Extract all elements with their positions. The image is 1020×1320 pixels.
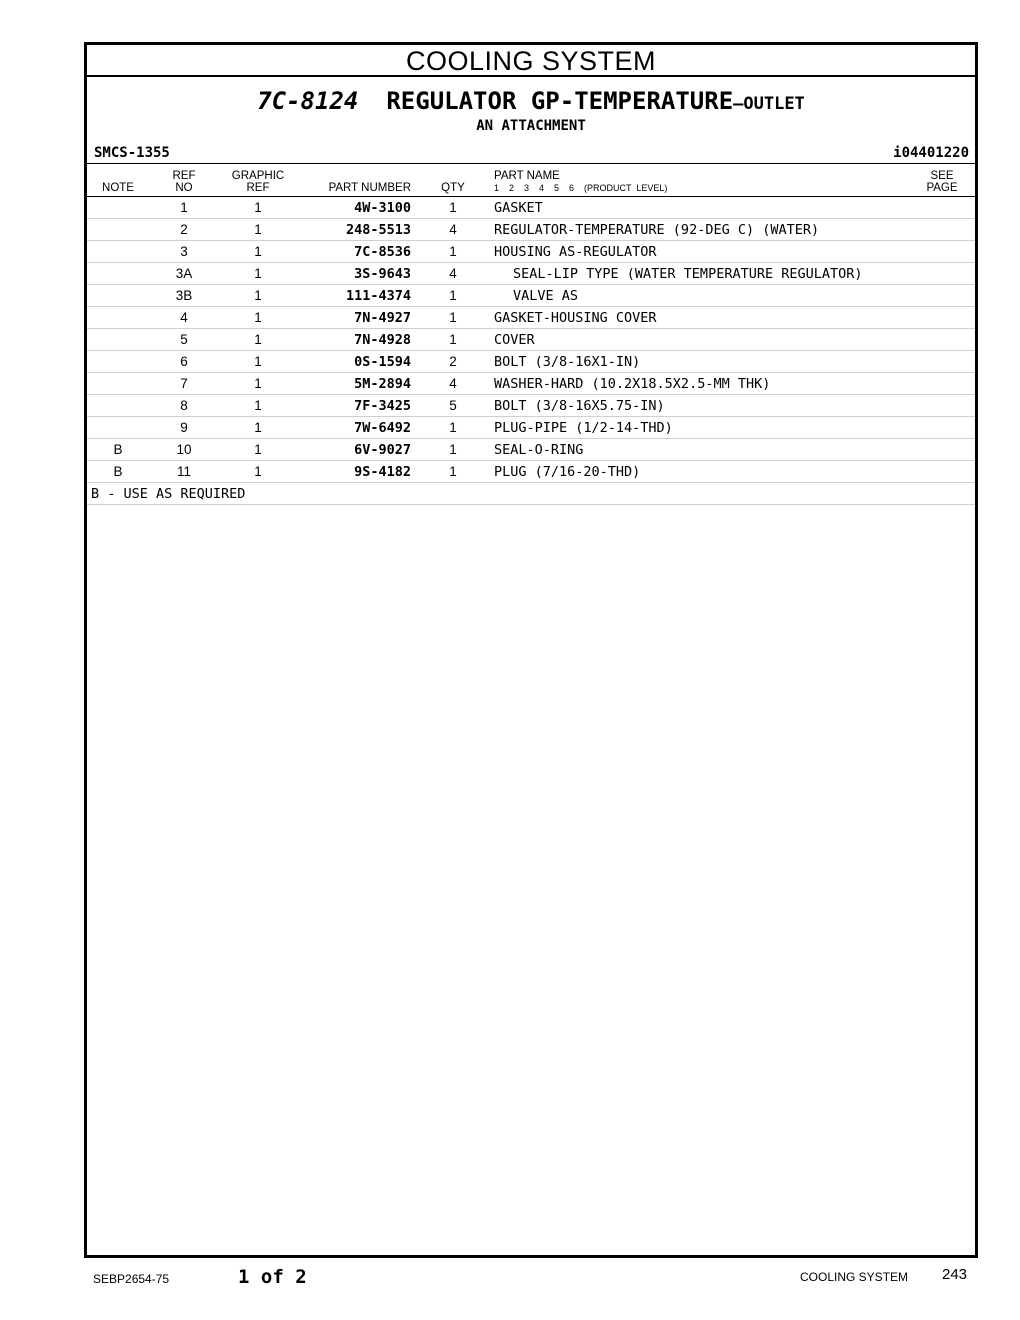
- ref-no-cell: 3: [180, 244, 188, 259]
- ref-no-cell: 4: [180, 310, 188, 325]
- part-number-cell[interactable]: 4W-3100: [354, 200, 411, 216]
- graphic-ref-cell: 1: [254, 332, 262, 347]
- col-see-2: PAGE: [926, 182, 958, 194]
- footer-page-of: 1 of 2: [238, 1266, 307, 1288]
- qty-cell: 4: [449, 376, 457, 391]
- graphic-ref-cell: 1: [254, 310, 262, 325]
- part-number-cell[interactable]: 0S-1594: [354, 354, 411, 370]
- qty-cell: 1: [449, 332, 457, 347]
- graphic-ref-cell: 1: [254, 200, 262, 215]
- part-name-cell: PLUG-PIPE (1/2-14-THD): [494, 420, 673, 436]
- graphic-ref-cell: 1: [254, 376, 262, 391]
- group-name-suffix: –OUTLET: [733, 94, 805, 114]
- table-row[interactable]: [87, 219, 975, 241]
- footer-section: COOLING SYSTEM: [800, 1270, 909, 1284]
- qty-cell: 1: [449, 200, 457, 215]
- table-row[interactable]: [87, 241, 975, 263]
- part-name-cell: PLUG (7/16-20-THD): [494, 464, 641, 480]
- ref-no-cell: 7: [180, 376, 188, 391]
- qty-cell: 2: [449, 354, 457, 369]
- ref-no-cell: 9: [180, 420, 188, 435]
- graphic-ref-cell: 1: [254, 266, 262, 281]
- table-row[interactable]: [87, 351, 975, 373]
- table-row[interactable]: [87, 285, 975, 307]
- ref-no-cell: 1: [180, 200, 188, 215]
- table-row[interactable]: [87, 461, 975, 483]
- graphic-ref-cell: 1: [254, 464, 262, 479]
- part-number-cell[interactable]: 7F-3425: [354, 398, 411, 414]
- col-ref-1: REF: [172, 170, 196, 182]
- qty-cell: 1: [449, 464, 457, 479]
- footer-doc-number: SEBP2654-75: [93, 1272, 170, 1286]
- col-product-levels: 1 2 3 4 5 6 (PRODUCT LEVEL): [494, 183, 668, 193]
- ref-no-cell: 3A: [175, 266, 193, 281]
- col-part-number: PART NUMBER: [328, 182, 411, 194]
- table-row[interactable]: [87, 197, 975, 219]
- ref-no-cell: 8: [180, 398, 188, 413]
- part-name-cell: HOUSING AS-REGULATOR: [494, 244, 657, 260]
- page-footer: [0, 1262, 1020, 1292]
- ref-no-cell: 5: [180, 332, 188, 347]
- ref-no-cell: 10: [176, 442, 192, 457]
- footer-page-number: 243: [942, 1266, 968, 1283]
- graphic-ref-cell: 1: [254, 244, 262, 259]
- note-row: [87, 483, 975, 505]
- qty-cell: 4: [449, 222, 457, 237]
- part-number-cell[interactable]: 7N-4928: [354, 332, 411, 348]
- part-number-cell[interactable]: 248-5513: [345, 222, 411, 238]
- graphic-ref-cell: 1: [254, 442, 262, 457]
- col-note: NOTE: [102, 182, 134, 194]
- graphic-ref-cell: 1: [254, 420, 262, 435]
- parts-list: [87, 197, 975, 483]
- part-number-cell[interactable]: 7C-8536: [354, 244, 411, 260]
- group-title: [87, 87, 975, 118]
- ref-no-cell: 3B: [175, 288, 193, 303]
- col-ref-2: NO: [175, 182, 193, 194]
- ref-no-cell: 2: [180, 222, 188, 237]
- group-subtitle: AN ATTACHMENT: [476, 118, 586, 134]
- table-row[interactable]: [87, 373, 975, 395]
- column-header: [87, 164, 975, 197]
- note-text: B - USE AS REQUIRED: [91, 486, 246, 502]
- group-name: REGULATOR GP-TEMPERATURE: [386, 87, 734, 115]
- illustration-id: i04401220: [893, 145, 969, 161]
- qty-cell: 1: [449, 288, 457, 303]
- note-cell: B: [113, 442, 123, 457]
- part-name-cell: SEAL-O-RING: [494, 442, 584, 458]
- part-name-cell: SEAL-LIP TYPE (WATER TEMPERATURE REGULATOR): [513, 266, 863, 282]
- table-row[interactable]: [87, 263, 975, 285]
- table-row[interactable]: [87, 439, 975, 461]
- graphic-ref-cell: 1: [254, 222, 262, 237]
- part-number-cell[interactable]: 7N-4927: [354, 310, 411, 326]
- group-part-number[interactable]: 7C-8124: [257, 87, 359, 115]
- part-number-cell[interactable]: 111-4374: [345, 288, 411, 304]
- part-name-cell: GASKET-HOUSING COVER: [494, 310, 657, 326]
- group-header: [87, 77, 975, 164]
- ref-no-cell: 6: [180, 354, 188, 369]
- part-number-cell[interactable]: 7W-6492: [354, 420, 411, 436]
- qty-cell: 4: [449, 266, 457, 281]
- part-name-cell: WASHER-HARD (10.2X18.5X2.5-MM THK): [494, 376, 771, 392]
- table-row[interactable]: [87, 307, 975, 329]
- graphic-ref-cell: 1: [254, 288, 262, 303]
- section-title: COOLING SYSTEM: [87, 45, 975, 77]
- part-number-cell[interactable]: 5M-2894: [354, 376, 411, 392]
- part-name-cell: VALVE AS: [513, 288, 579, 304]
- qty-cell: 1: [449, 310, 457, 325]
- col-see-1: SEE: [930, 170, 954, 182]
- note-cell: B: [113, 464, 123, 479]
- col-part-name: PART NAME: [494, 170, 560, 182]
- graphic-ref-cell: 1: [254, 398, 262, 413]
- table-row[interactable]: [87, 329, 975, 351]
- part-name-cell: COVER: [494, 332, 535, 348]
- table-row[interactable]: [87, 395, 975, 417]
- col-graphic-1: GRAPHIC: [231, 170, 285, 182]
- graphic-ref-cell: 1: [254, 354, 262, 369]
- part-name-cell: GASKET: [494, 200, 543, 216]
- qty-cell: 5: [449, 398, 457, 413]
- smcs-code: SMCS-1355: [94, 145, 170, 161]
- part-name-cell: REGULATOR-TEMPERATURE (92-DEG C) (WATER): [494, 222, 820, 238]
- part-name-cell: BOLT (3/8-16X1-IN): [494, 354, 641, 370]
- qty-cell: 1: [449, 244, 457, 259]
- col-graphic-2: REF: [246, 182, 270, 194]
- qty-cell: 1: [449, 420, 457, 435]
- part-number-cell[interactable]: 6V-9027: [354, 442, 411, 458]
- part-name-cell: BOLT (3/8-16X5.75-IN): [494, 398, 665, 414]
- table-row[interactable]: [87, 417, 975, 439]
- part-number-cell[interactable]: 9S-4182: [354, 464, 411, 480]
- part-number-cell[interactable]: 3S-9643: [354, 266, 411, 282]
- qty-cell: 1: [449, 442, 457, 457]
- col-qty: QTY: [441, 182, 465, 194]
- ref-no-cell: 11: [176, 464, 191, 479]
- parts-page-frame: [84, 42, 978, 1258]
